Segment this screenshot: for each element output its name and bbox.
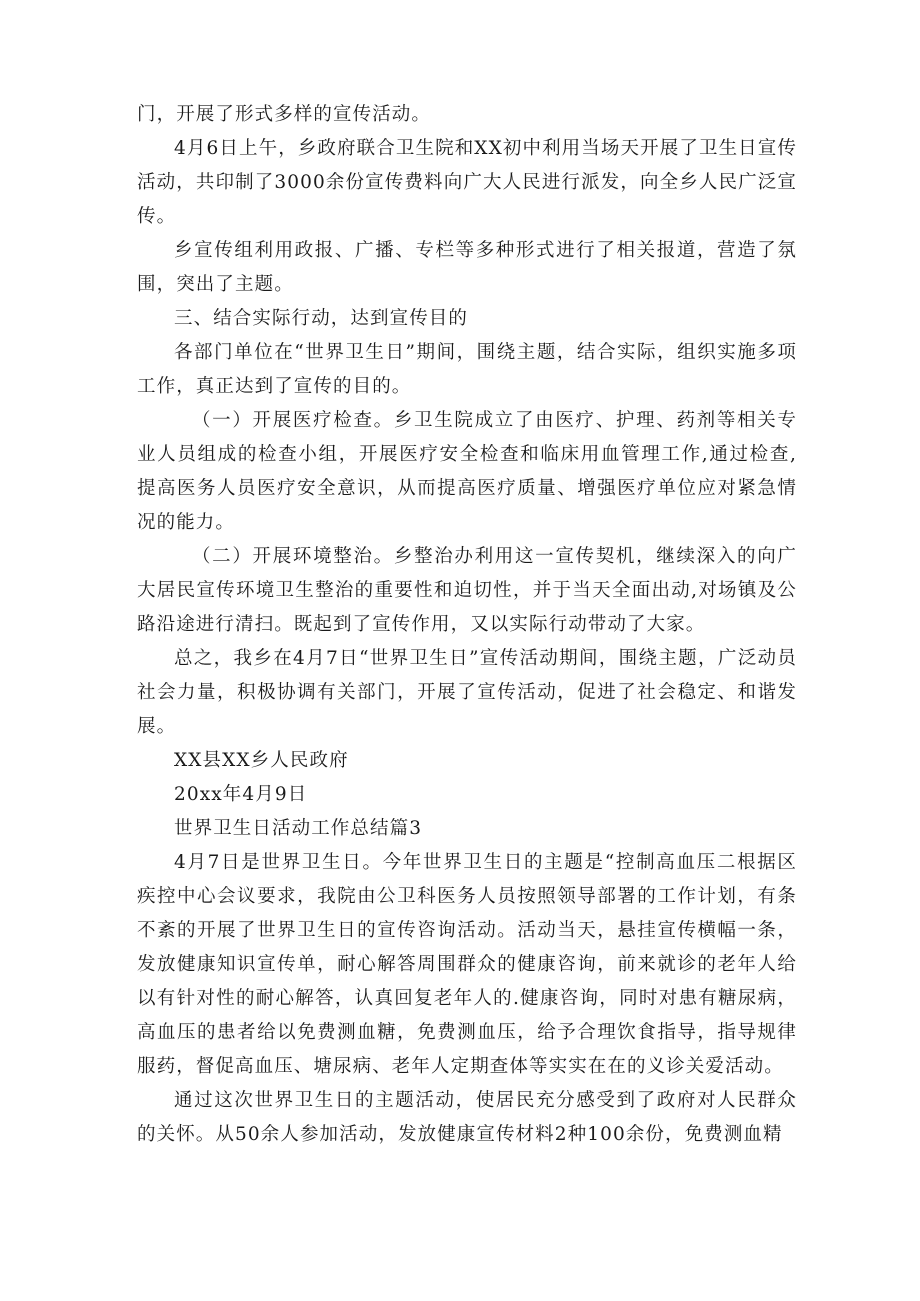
paragraph-summary: 总之，我乡在4月7日“世界卫生日”宣传活动期间，围绕主题，广泛动员社会力量，积极协调有关部门，开展了宣传活动，促进了社会稳定、和谐发展。 [137, 648, 797, 737]
paragraph-article3-1: 4月7日是世界卫生日。今年世界卫生日的主题是“控制高血压二根据区疾控中心会议要求，我院由公卫科医务人员按照领导部署的工作计划，有条不紊的开展了世界卫生日的宣传咨询活动。活动当天，悬挂宣传横幅一条，发放健康知识宣传单，耐心解答周围群众的健康咨询，前来就诊的老年人给以有针对性的耐心解答，认真回复老年人的.健康咨询，同时对患有糖尿病，高血压的患者给以免费测血糖，免费测血压，给予合理饮食指导，指导规律服药，督促高血压、塘尿病、老年人定期查体等实实在在的义诊关爱活动。 [137, 852, 797, 1077]
paragraph-3: 乡宣传组利用政报、广播、专栏等多种形式进行了相关报道，营造了氛围，突出了主题。 [137, 240, 797, 295]
signature-organization: XX县XX乡人民政府 [174, 750, 349, 771]
paragraph-2: 4月6日上午，乡政府联合卫生院和XX初中利用当场天开展了卫生日宣传活动，共印制了3000余份宣传费料向广大人民进行派发，向全乡人民广泛宣传。 [137, 138, 797, 227]
paragraph-5: 各部门单位在“世界卫生日”期间，围绕主题，结合实际，组织实施多项工作，真正达到了宣传的目的。 [137, 342, 797, 397]
paragraph-medical-check: （一）开展医疗检查。乡卫生院成立了由医疗、护理、药剂等相关专业人员组成的检查小组，开展医疗安全检查和临床用血管理工作,通过检查,提高医务人员医疗安全意识，从而提高医疗质量、增强医疗单位应对紧急情况的能力。 [137, 410, 797, 533]
article-title-3: 世界卫生日活动工作总结篇3 [174, 818, 423, 839]
paragraph-1: 门，开展了形式多样的宣传活动。 [137, 104, 432, 125]
signature-date: 20xx年4月9日 [174, 784, 308, 805]
document-body [137, 98, 797, 1152]
paragraph-environment: （二）开展环境整治。乡整治办利用这一宣传契机，继续深入的向广大居民宣传环境卫生整治的重要性和迫切性，并于当天全面出动,对场镇及公路沿途进行清扫。既起到了宣传作用，又以实际行动带动了大家。 [137, 546, 797, 635]
paragraph-article3-2: 通过这次世界卫生日的主题活动，使居民充分感受到了政府对人民群众的关怀。从50余人参加活动，发放健康宣传材料2种100余份，免费测血精 [137, 1090, 797, 1145]
section-heading-3: 三、结合实际行动，达到宣传目的 [174, 308, 469, 329]
